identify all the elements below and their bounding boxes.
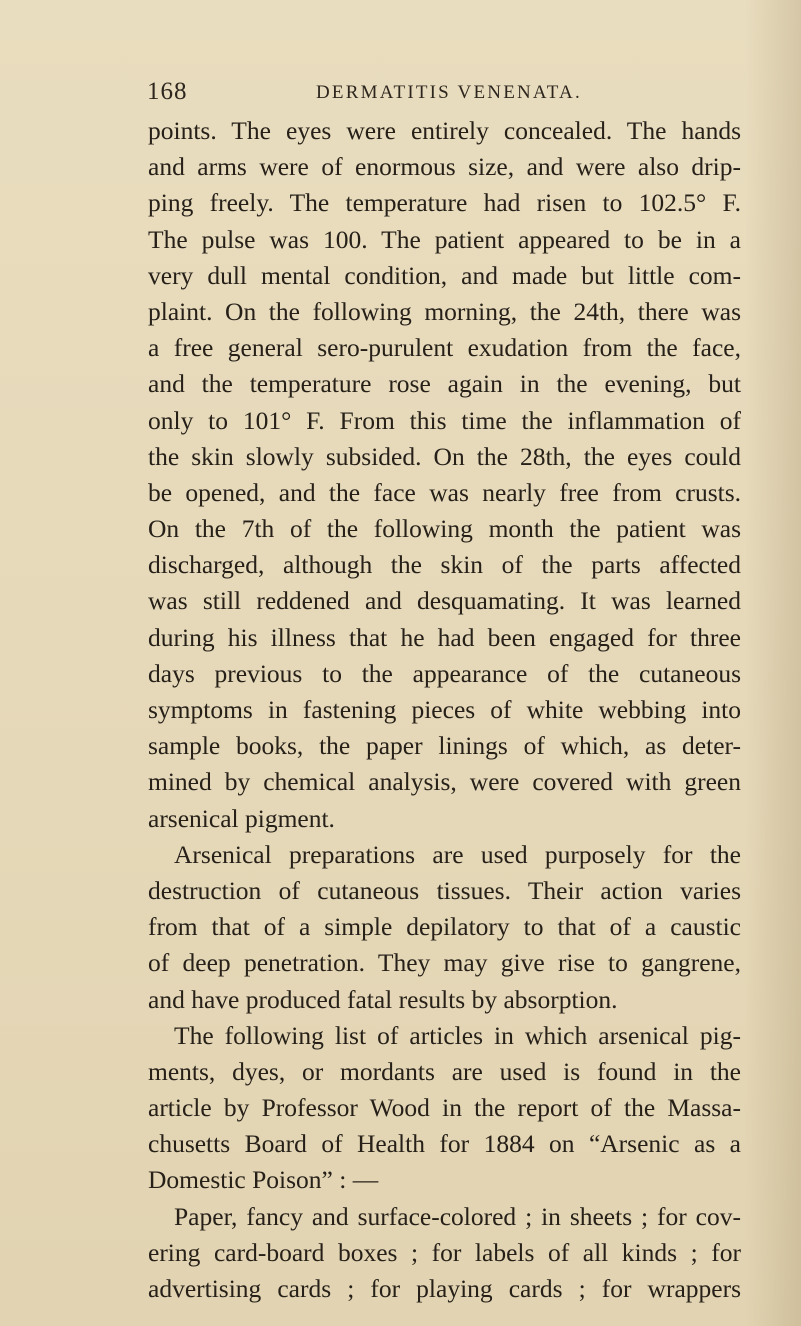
text-line: only to 101° F. From this time the inflammation of [148, 405, 741, 435]
text-line: plaint. On the following morning, the 24th, there was [148, 296, 741, 326]
text-line: was still reddened and desquamating. It was learned [148, 586, 741, 616]
text-line: Paper, fancy and surface-colored ; in sheets ; for cov- [174, 1201, 741, 1231]
text-line: during his illness that he had been engaged for three [148, 622, 741, 652]
page-number: 168 [147, 78, 188, 105]
text-line: very dull mental condition, and made but little com- [148, 260, 741, 290]
text-line: chusetts Board of Health for 1884 on “Arsenic as a [148, 1129, 741, 1159]
text-line: ping freely. The temperature had risen to 102.5° F. [148, 188, 741, 218]
text-line: Arsenical preparations are used purposely for the [174, 839, 741, 869]
body-text [148, 113, 741, 1307]
text-line: points. The eyes were entirely concealed. The hands [148, 116, 741, 145]
text-line: mined by chemical analysis, were covered with green [148, 767, 741, 797]
text-line: On the 7th of the following month the patient was [148, 514, 741, 544]
text-line: The pulse was 100. The patient appeared to be in a [148, 224, 741, 254]
text-line: article by Professor Wood in the report of the Massa- [148, 1093, 741, 1123]
running-head: DERMATITIS VENENATA. [316, 82, 582, 103]
text-line: the skin slowly subsided. On the 28th, the eyes could [148, 441, 741, 471]
text-line: destruction of cutaneous tissues. Their action varies [148, 875, 741, 905]
text-line: ering card-board boxes ; for labels of all kinds ; for [148, 1237, 741, 1267]
text-line: from that of a simple depilatory to that of a caustic [148, 912, 741, 942]
text-line: days previous to the appearance of the cutaneous [148, 658, 741, 688]
text-line: discharged, although the skin of the parts affected [148, 550, 741, 580]
text-line: and arms were of enormous size, and were also drip- [148, 152, 741, 182]
text-line: and have produced fatal results by absorption. [148, 984, 618, 1014]
text-line: and the temperature rose again in the evening, but [148, 369, 741, 399]
text-line: sample books, the paper linings of which, as deter- [148, 731, 741, 761]
text-line: Domestic Poison” : — [148, 1165, 379, 1195]
text-line: be opened, and the face was nearly free from crusts. [148, 477, 741, 507]
text-line: of deep penetration. They may give rise to gangrene, [148, 948, 741, 978]
text-line: a free general sero-purulent exudation from the face, [148, 333, 741, 363]
text-line: advertising cards ; for playing cards ; for wrappers [148, 1274, 741, 1303]
text-line: The following list of articles in which arsenical pig- [174, 1020, 741, 1050]
text-line: arsenical pigment. [148, 803, 335, 833]
text-line: symptoms in fastening pieces of white webbing into [148, 695, 741, 724]
page-header [0, 78, 801, 108]
text-line: ments, dyes, or mordants are used is found in the [148, 1056, 741, 1086]
